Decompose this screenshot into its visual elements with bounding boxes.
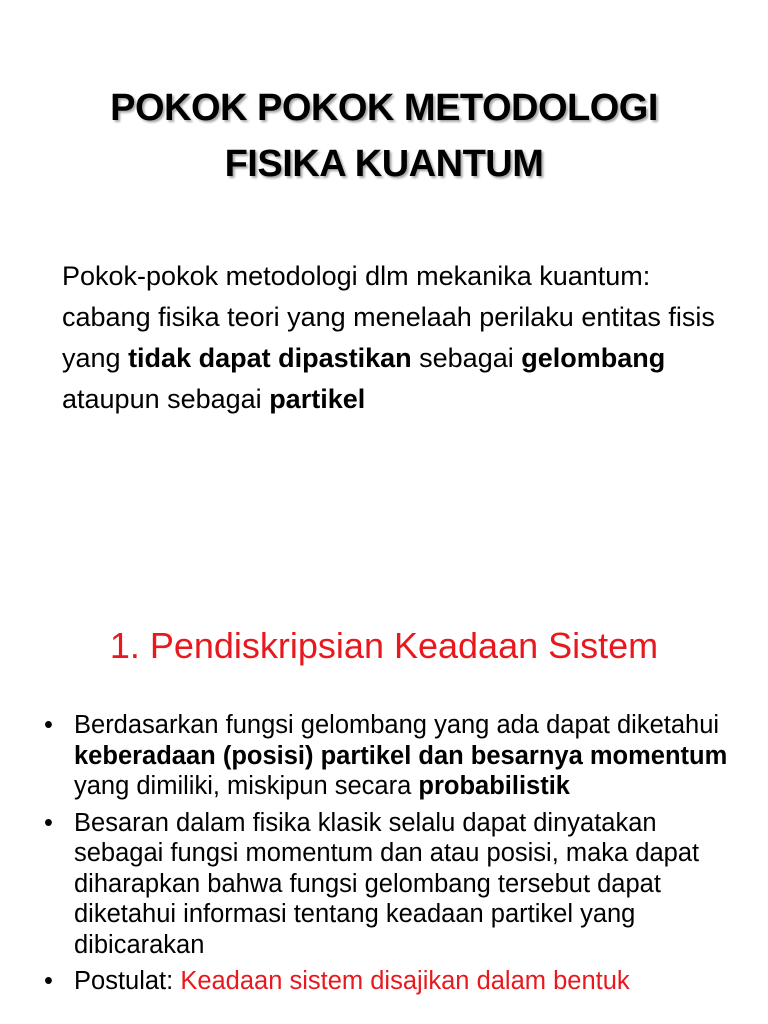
bullet-list (44, 710, 734, 1003)
intro-bold-3: partikel (269, 384, 366, 414)
bullet-icon: • (44, 808, 53, 837)
list-item (44, 966, 734, 997)
slide-title (0, 80, 768, 192)
list-item (44, 808, 734, 961)
intro-bold-1: tidak dapat dipastikan (128, 343, 412, 373)
intro-text-1: Pokok-pokok metodologi dlm mekanika kuantum: cabang fisika teori yang menelaah perilaku entitas fisis yang (62, 261, 715, 373)
bullet-2-text-1: Besaran dalam fisika klasik selalu dapat dinyatakan sebagai fungsi momentum dan atau posisi, maka dapat diharapkan bahwa fungsi gelombang tersebut dapat diketahui informasi tentang keadaan partikel yang dibicarakan (74, 808, 700, 959)
slide-2 (0, 590, 768, 1024)
intro-bold-2: gelombang (521, 343, 666, 373)
bullet-1-bold-2: probabilistik (418, 772, 570, 800)
bullet-1-text-2: yang dimiliki, miskipun secara (74, 772, 419, 800)
slide-title-line-1: POKOK POKOK METODOLOGI (110, 87, 658, 129)
intro-paragraph (62, 256, 732, 420)
bullet-1-text-1: Berdasarkan fungsi gelombang yang ada dapat diketahui (74, 711, 720, 739)
list-item (44, 710, 734, 802)
section-heading: 1. Pendiskripsian Keadaan Sistem (109, 625, 659, 666)
bullet-3-text-1: Postulat: (74, 967, 181, 995)
intro-text-3: ataupun sebagai (62, 384, 270, 414)
slide-title-line-2: FISIKA KUANTUM (224, 143, 544, 185)
bullet-1-bold-1: keberadaan (posisi) partikel dan besarnya momentum (74, 741, 728, 770)
bullet-icon: • (44, 967, 53, 995)
intro-text-2: sebagai (411, 343, 522, 373)
bullet-3-postulate-text: Keadaan sistem disajikan dalam bentuk (180, 967, 630, 995)
bullet-icon: • (44, 711, 53, 739)
